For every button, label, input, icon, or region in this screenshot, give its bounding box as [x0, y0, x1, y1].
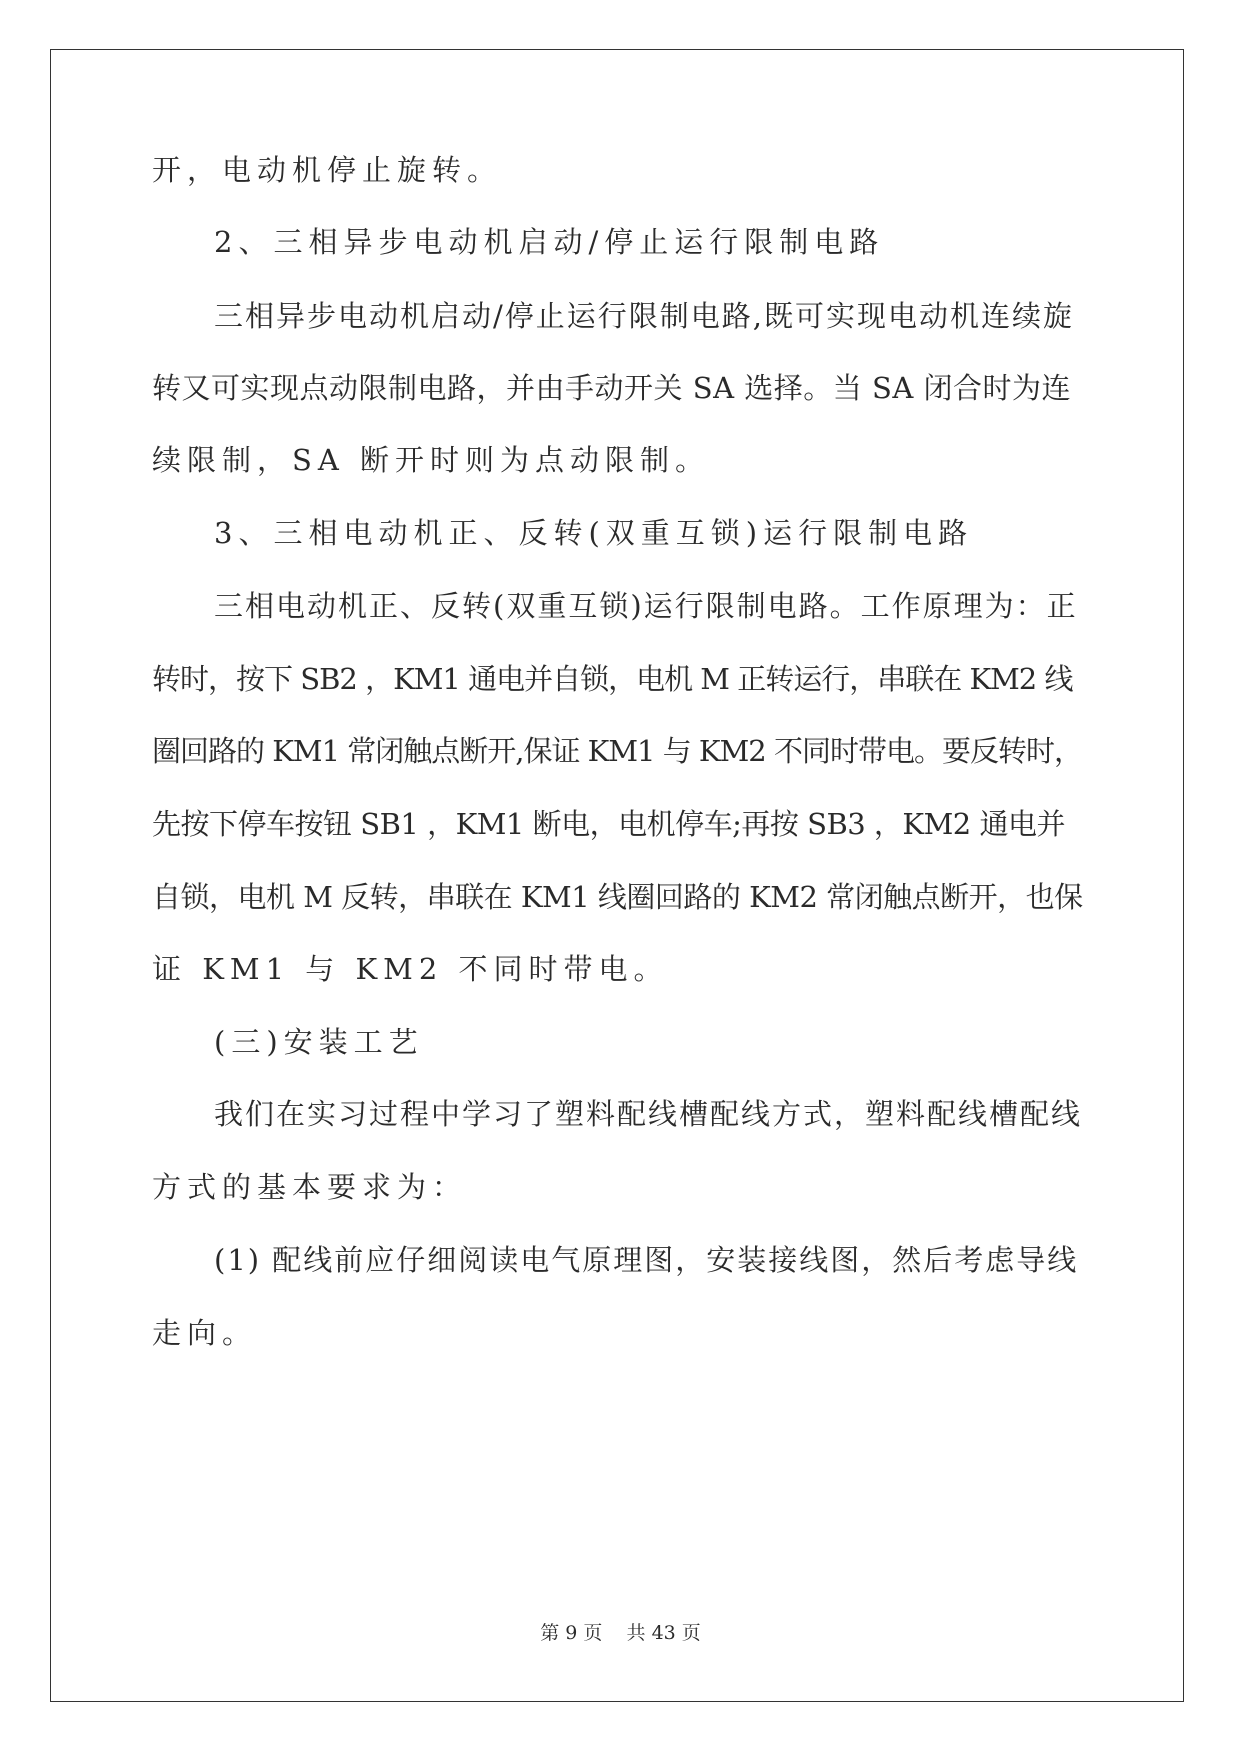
- section-heading: (三)安装工艺: [214, 1025, 424, 1059]
- page-footer: [0, 1620, 1241, 1646]
- text-line: 我们在实习过程中学习了塑料配线槽配线方式，塑料配线槽配线: [214, 1097, 1083, 1131]
- section-heading: 3、三相电动机正、反转(双重互锁)运行限制电路: [214, 516, 974, 550]
- text-line: 走向。: [152, 1316, 258, 1350]
- text-line: 三相电动机正、反转(双重互锁)运行限制电路。工作原理为：正: [214, 589, 1078, 623]
- document-body: [152, 0, 1092, 1700]
- text-line: 转时，按下 SB2 ，KM1 通电并自锁，电机 M 正转运行，串联在 KM2 线: [152, 662, 1073, 696]
- section-heading: 2、三相异步电动机启动/停止运行限制电路: [214, 225, 885, 259]
- text-line: 开，电动机停止旋转。: [152, 153, 503, 187]
- page-number-label: 第 9 页 共 43 页: [540, 1622, 701, 1644]
- text-line: 续限制，SA 断开时则为点动限制。: [152, 443, 711, 477]
- text-line: 转又可实现点动限制电路，并由手动开关 SA 选择。当 SA 闭合时为连: [152, 371, 1071, 405]
- text-line: (1) 配线前应仔细阅读电气原理图，安装接线图，然后考虑导线: [214, 1243, 1079, 1277]
- text-line: 圈回路的 KM1 常闭触点断开,保证 KM1 与 KM2 不同时带电。要反转时，: [152, 734, 1082, 768]
- text-line: 方式的基本要求为：: [152, 1170, 468, 1204]
- text-line: 自锁，电机 M 反转，串联在 KM1 线圈回路的 KM2 常闭触点断开，也保: [152, 880, 1083, 914]
- text-line: 三相异步电动机启动/停止运行限制电路,既可实现电动机连续旋: [214, 299, 1074, 333]
- text-line: 先按下停车按钮 SB1 ，KM1 断电，电机停车;再按 SB3 ，KM2 通电并: [152, 807, 1065, 841]
- text-line: 证 KM1 与 KM2 不同时带电。: [152, 952, 669, 986]
